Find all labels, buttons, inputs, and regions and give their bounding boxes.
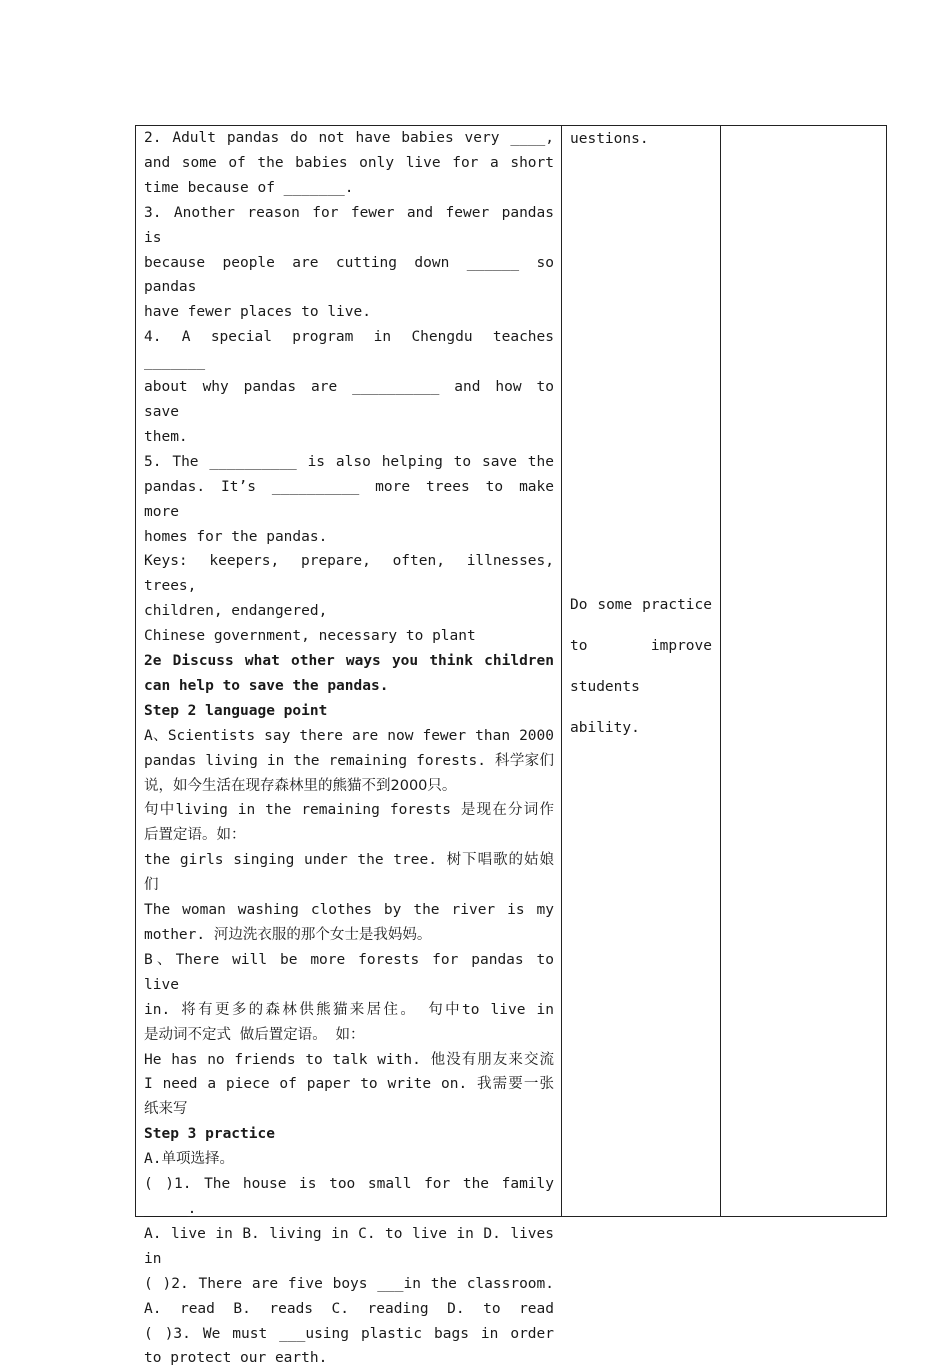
option-line: in	[144, 1250, 162, 1267]
text-line: 后置定语。如：	[144, 827, 246, 844]
notes-column	[721, 126, 886, 1216]
text-line: because people are cutting down ______ so pandas	[144, 254, 554, 296]
text-line: pandas. It’s __________ more trees to make more	[144, 478, 554, 520]
text-line: A、Scientists say there are now fewer than 2000	[144, 727, 554, 744]
text-line: Do some practice	[570, 597, 712, 613]
text-line: The woman washing clothes by the river is my	[144, 902, 554, 919]
keys-line: Keys: keepers, prepare, often, illnesses, trees,	[144, 553, 554, 595]
text-line: 3. Another reason for fewer and fewer pandas is	[144, 204, 554, 246]
lesson-table	[135, 125, 887, 1367]
content-text	[144, 126, 554, 1371]
text-line: 纸来写	[144, 1101, 188, 1118]
text-line: mother. 河边洗衣服的那个女士是我妈妈。	[144, 927, 432, 943]
word: improve	[650, 638, 712, 654]
text-line: 们	[144, 877, 159, 894]
text-line: them.	[144, 428, 188, 445]
question-line: ( )3. We must ___using plastic bags in order	[144, 1325, 554, 1342]
question-line: _____.	[144, 1200, 197, 1217]
text-line: B、There will be more forests for pandas to live	[144, 951, 554, 993]
section-heading: 2e Discuss what other ways you think children	[144, 653, 554, 670]
text-line	[570, 626, 712, 667]
text-line: time because of _______.	[144, 179, 354, 196]
question-line: ( )1. The house is too small for the family	[144, 1176, 554, 1193]
step-heading: Step 2 language point	[144, 702, 328, 719]
text-line: and some of the babies only live for a short	[144, 154, 554, 171]
purpose-column	[562, 126, 721, 1216]
text-line: pandas living in the remaining forests. 科学家们	[144, 752, 554, 769]
purpose-text	[570, 585, 712, 749]
text-line: 句中living in the remaining forests 是现在分词作	[144, 802, 554, 819]
text-line: 2. Adult pandas do not have babies very ____,	[144, 130, 554, 146]
section-heading: can help to save the pandas.	[144, 677, 389, 694]
text-line: I need a piece of paper to write on. 我需要一张	[144, 1076, 554, 1093]
text-line: the girls singing under the tree. 树下唱歌的姑娘	[144, 852, 554, 869]
question-line: ( )2. There are five boys ___in the classroom.	[144, 1275, 554, 1292]
text-line: 是动词不定式 做后置定语。 如：	[144, 1026, 365, 1043]
purpose-top-text: uestions.	[570, 131, 649, 147]
text-line: ability.	[570, 720, 640, 736]
text-line: A.单项选择。	[144, 1151, 234, 1168]
keys-line: children, endangered,	[144, 603, 328, 620]
text-line: in. 将有更多的森林供熊猫来居住。 句中to live in	[144, 1001, 554, 1018]
text-line: about why pandas are __________ and how to save	[144, 379, 554, 420]
text-line: students	[570, 679, 640, 695]
question-line: to protect our earth.	[144, 1350, 328, 1367]
option-line: A. read B. reads C. reading D. to read	[144, 1300, 554, 1317]
text-line: He has no friends to talk with. 他没有朋友来交流	[144, 1051, 554, 1068]
option-line: A. live in B. living in C. to live in D. lives	[144, 1225, 554, 1242]
text-line: 5. The __________ is also helping to save the	[144, 453, 554, 470]
text-line: 4. A special program in Chengdu teaches _______	[144, 329, 554, 371]
text-line: 说，如今生活在现存森林里的熊猫不到2000只。	[144, 777, 457, 794]
keys-line: Chinese government, necessary to plant	[144, 628, 476, 645]
word: to	[570, 638, 588, 654]
text-line: have fewer places to live.	[144, 304, 371, 321]
step-heading: Step 3 practice	[144, 1126, 275, 1143]
text-line: homes for the pandas.	[144, 528, 328, 545]
content-column	[136, 126, 562, 1367]
